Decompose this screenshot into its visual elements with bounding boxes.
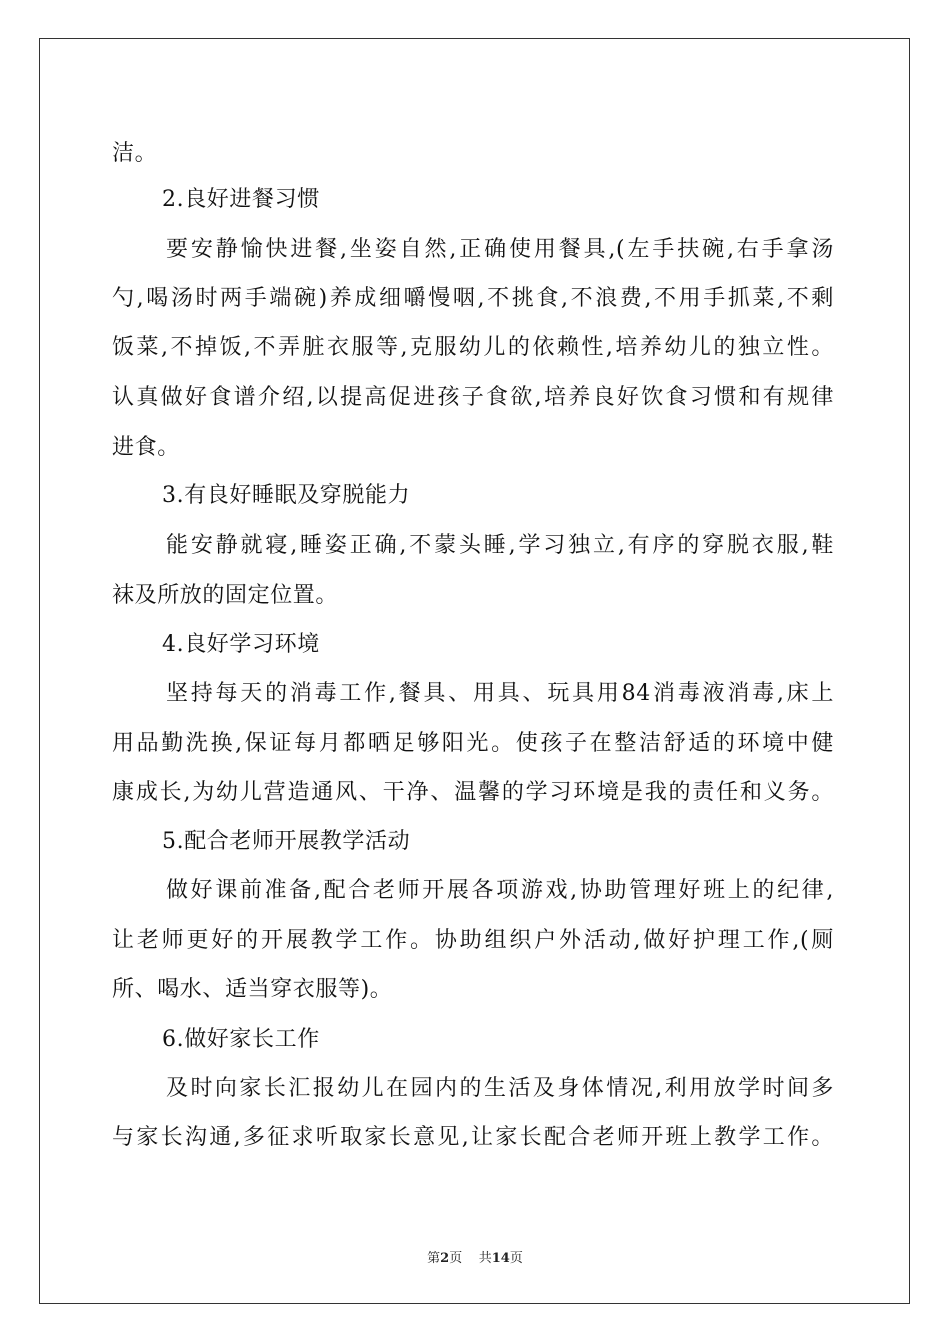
section-heading: 6.做好家长工作 xyxy=(162,1027,320,1052)
body-text-line: 坚持每天的消毒工作,餐具、用具、玩具用84消毒液消毒,床上 xyxy=(166,681,834,706)
total-prefix: 共 xyxy=(478,1251,492,1266)
body-text-line: 认真做好食谱介绍,以提高促进孩子食欲,培养良好饮食习惯和有规律 xyxy=(112,385,834,410)
section-heading: 3.有良好睡眠及穿脱能力 xyxy=(162,483,411,508)
body-text-line: 康成长,为幼儿营造通风、干净、温馨的学习环境是我的责任和义务。 xyxy=(112,780,834,805)
body-text-line: 所、喝水、适当穿衣服等)。 xyxy=(112,977,393,1002)
body-text-line: 做好课前准备,配合老师开展各项游戏,协助管理好班上的纪律, xyxy=(166,878,834,903)
body-text-line: 袜及所放的固定位置。 xyxy=(112,583,339,608)
body-text-line: 及时向家长汇报幼儿在园内的生活及身体情况,利用放学时间多 xyxy=(166,1076,834,1101)
section-heading: 5.配合老师开展教学活动 xyxy=(162,829,411,854)
page-suffix: 页 xyxy=(449,1251,463,1266)
body-text-line: 洁。 xyxy=(112,141,158,166)
section-heading: 2.良好进餐习惯 xyxy=(162,187,320,212)
body-text-line: 要安静愉快进餐,坐姿自然,正确使用餐具,(左手扶碗,右手拿汤 xyxy=(166,237,834,262)
body-text-line: 能安静就寝,睡姿正确,不蒙头睡,学习独立,有序的穿脱衣服,鞋 xyxy=(166,533,834,558)
section-heading: 4.良好学习环境 xyxy=(162,632,320,657)
page-prefix: 第 xyxy=(427,1251,441,1266)
total-pages: 14 xyxy=(491,1251,510,1266)
total-suffix: 页 xyxy=(509,1251,523,1266)
body-text-line: 饭菜,不掉饭,不弄脏衣服等,克服幼儿的依赖性,培养幼儿的独立性。 xyxy=(112,335,834,360)
body-text-line: 让老师更好的开展教学工作。协助组织户外活动,做好护理工作,(厕 xyxy=(112,928,834,953)
page-border xyxy=(39,38,910,1304)
body-text-line: 勺,喝汤时两手端碗)养成细嚼慢咽,不挑食,不浪费,不用手抓菜,不剩 xyxy=(112,286,834,311)
page-footer xyxy=(0,1247,950,1266)
body-text-line: 用品勤洗换,保证每月都晒足够阳光。使孩子在整洁舒适的环境中健 xyxy=(112,731,834,756)
body-text-line: 与家长沟通,多征求听取家长意见,让家长配合老师开班上教学工作。 xyxy=(112,1125,834,1150)
body-text-line: 进食。 xyxy=(112,435,180,460)
page-number: 2 xyxy=(440,1251,450,1266)
